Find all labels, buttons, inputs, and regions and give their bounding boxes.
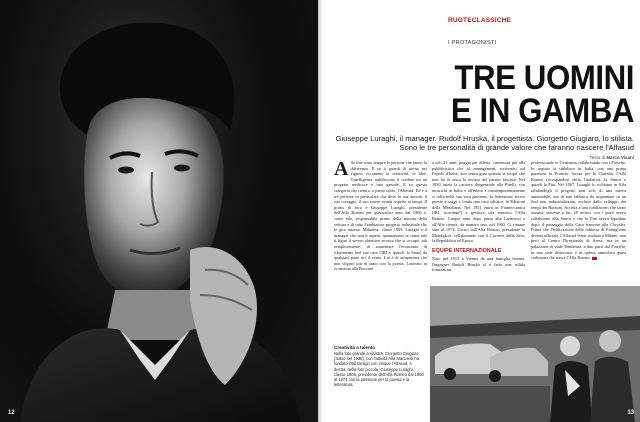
headline-line-2: E IN GAMBA (450, 92, 634, 130)
headline-line-1: TRE UOMINI (454, 59, 634, 97)
portrait-illustration (0, 0, 318, 422)
article-page (322, 0, 640, 422)
caption-text: Nella foto grande a sinistra, Giorgetto Giugiaro (Salso nel 1938), con l'attività Alfa Martorelli ha fondato l'Ital Design con cinque l'Alfasud. A destra, nella foto piccola, Giuseppe Luraghi, classe 1905, presidente dell'Alfa Romeo dal 1960 al 1974 con la passione per la poesia e la letteratura. (334, 351, 424, 388)
end-mark-icon (592, 257, 597, 260)
page-number-right: 13 (627, 410, 634, 416)
drop-cap: A (334, 158, 349, 180)
section-label: I PROTAGONISTI (448, 40, 497, 46)
page-number-left: 12 (8, 410, 15, 416)
article-deck: Giuseppe Luraghi, il manager. Rudolf Hruska, il progettista. Giorgetto Giugiaro, lo stilista. Sono le tre personalità di grande valore che faranno nascere l'Alfasud (335, 134, 634, 153)
body-text-col2b: Nato nel 1915 a Vienna da una famiglia boema, l'ingegner Rudolf Hruska si è fatto una solida formazione (432, 255, 525, 273)
body-text-col1: lla fine sono sempre le persone che fanno la differenza. E se ti guardi di norno nei vigneri ecconomi la creatività, le idee, l'intelligenza stabiliscono il confine tra un progetto mediocre e uno geniale. E in questa categoria che rientra, a pieno titolo, l'Alfasud. Ed è a tre persone in particolare che deve la sua unicità, il suo coraggio, il suo essere avanti rispetto ai tempi. Il primo di loro è Giuseppe Luraghi, presidente dell'Alfa Romeo per quattordici anni dal 1960 e, come tale, responsabile primo della nascita della vettura e di tutto l'ambizioso progetto industriale che le gira intorno. Milanese, classe 1905, Luraghi è il manager che non ti aspetti, quantomeno se come tale ti figuri il severo obiettivo tecnico che si occupò, più semplicemente, di aumentare l'economia di riferimento (nel suo caso l'IRI e, quindi, lo Stato) da qualsiasi parte tiri il vento. Lui è di un'apertura che non sfigurò più di tanto con la poesia. Laureato in economia alla Bocconi (334, 160, 427, 272)
body-column-1 (334, 160, 427, 272)
portrait-photo (0, 0, 318, 422)
magazine-kicker: RUOTECLASSICHE (448, 17, 512, 24)
body-column-3 (531, 160, 626, 261)
caption-title: Creatività a talento (334, 345, 376, 350)
photo-caption (334, 345, 424, 387)
byline-prefix: Testo di (589, 155, 606, 160)
article-headline (421, 59, 634, 130)
factory-illustration (430, 286, 640, 422)
body-column-2 (432, 160, 525, 273)
body-text-col2: a soli 21 anni, poggia per diletto, cimentosa più alla pubblicistica che al management, scrivendo sul Popolo d'Italia, non senza guai quando si scoprì che non ha in tasca la tessera del partito fascista. Nel 1930 inizia la carriera dirigenziale alla Pirelli, con incarichi in Italia e all'estero e contemporaneamente si tuffa nella sua vera passione, la letteratura: scrive poesie e saggi e fonda una casa editrice, le Edizioni della Meridiana. Nel 1951 entra in Finmeccanica (IRI, ricordate?) e gestisce «da remoto» l'Alfa Romeo. Cinque anni dopo passa alla Lanerossi e all'Alfa rientra, da numero uno, nel 1960. Ci rimane sino al 1974. Uscito dall'Alfa Romeo, presidente la Mondadori, collaborando con il Corriere della Sera, la Repubblica ed Epoca. (432, 160, 525, 244)
factory-photo (430, 286, 640, 422)
body-text-col3: professionale in Germania collaborando con i Porsche. In seguito si stabilisce in Italia, con una prima parentesi in Francia: lavora per la Cisitalia, l'Alfa Romeo (occupandosi della Giulietta), la Simca e quindi la Fiat. Nel 1967, Luraghi lo richiama in Alfa affidandogli il progetto non solo di una nuova automobile, ma di una fabbrica da impiantare in un Sud non industrializzato, escluso dallo sviluppo dai tempi dei Borboni. Accetta a una condizione: che siano assunti, assieme a lui, 20 tecnici con i quali aveva collaborato alla Simca e che la Fiat aveva liquidato dopo il passaggio della Casa francese alla Chrysler. Prima che l'edificazione della fabbrica di Pomigliano diventi ufficiale, l'Alfasud viene studiata a Milano, non però al Centro Direzionale di Arese, ma in un palazzone di viale Tenderina, a due passi dal Portello, in una sede distaccata: è in questa atmosfera quasi carbonara che nasce l'Alfa Romeo (531, 160, 626, 261)
byline-author: Marco Visani (606, 155, 634, 160)
subhead: EQUIPE INTERNAZIONALE (432, 247, 502, 254)
